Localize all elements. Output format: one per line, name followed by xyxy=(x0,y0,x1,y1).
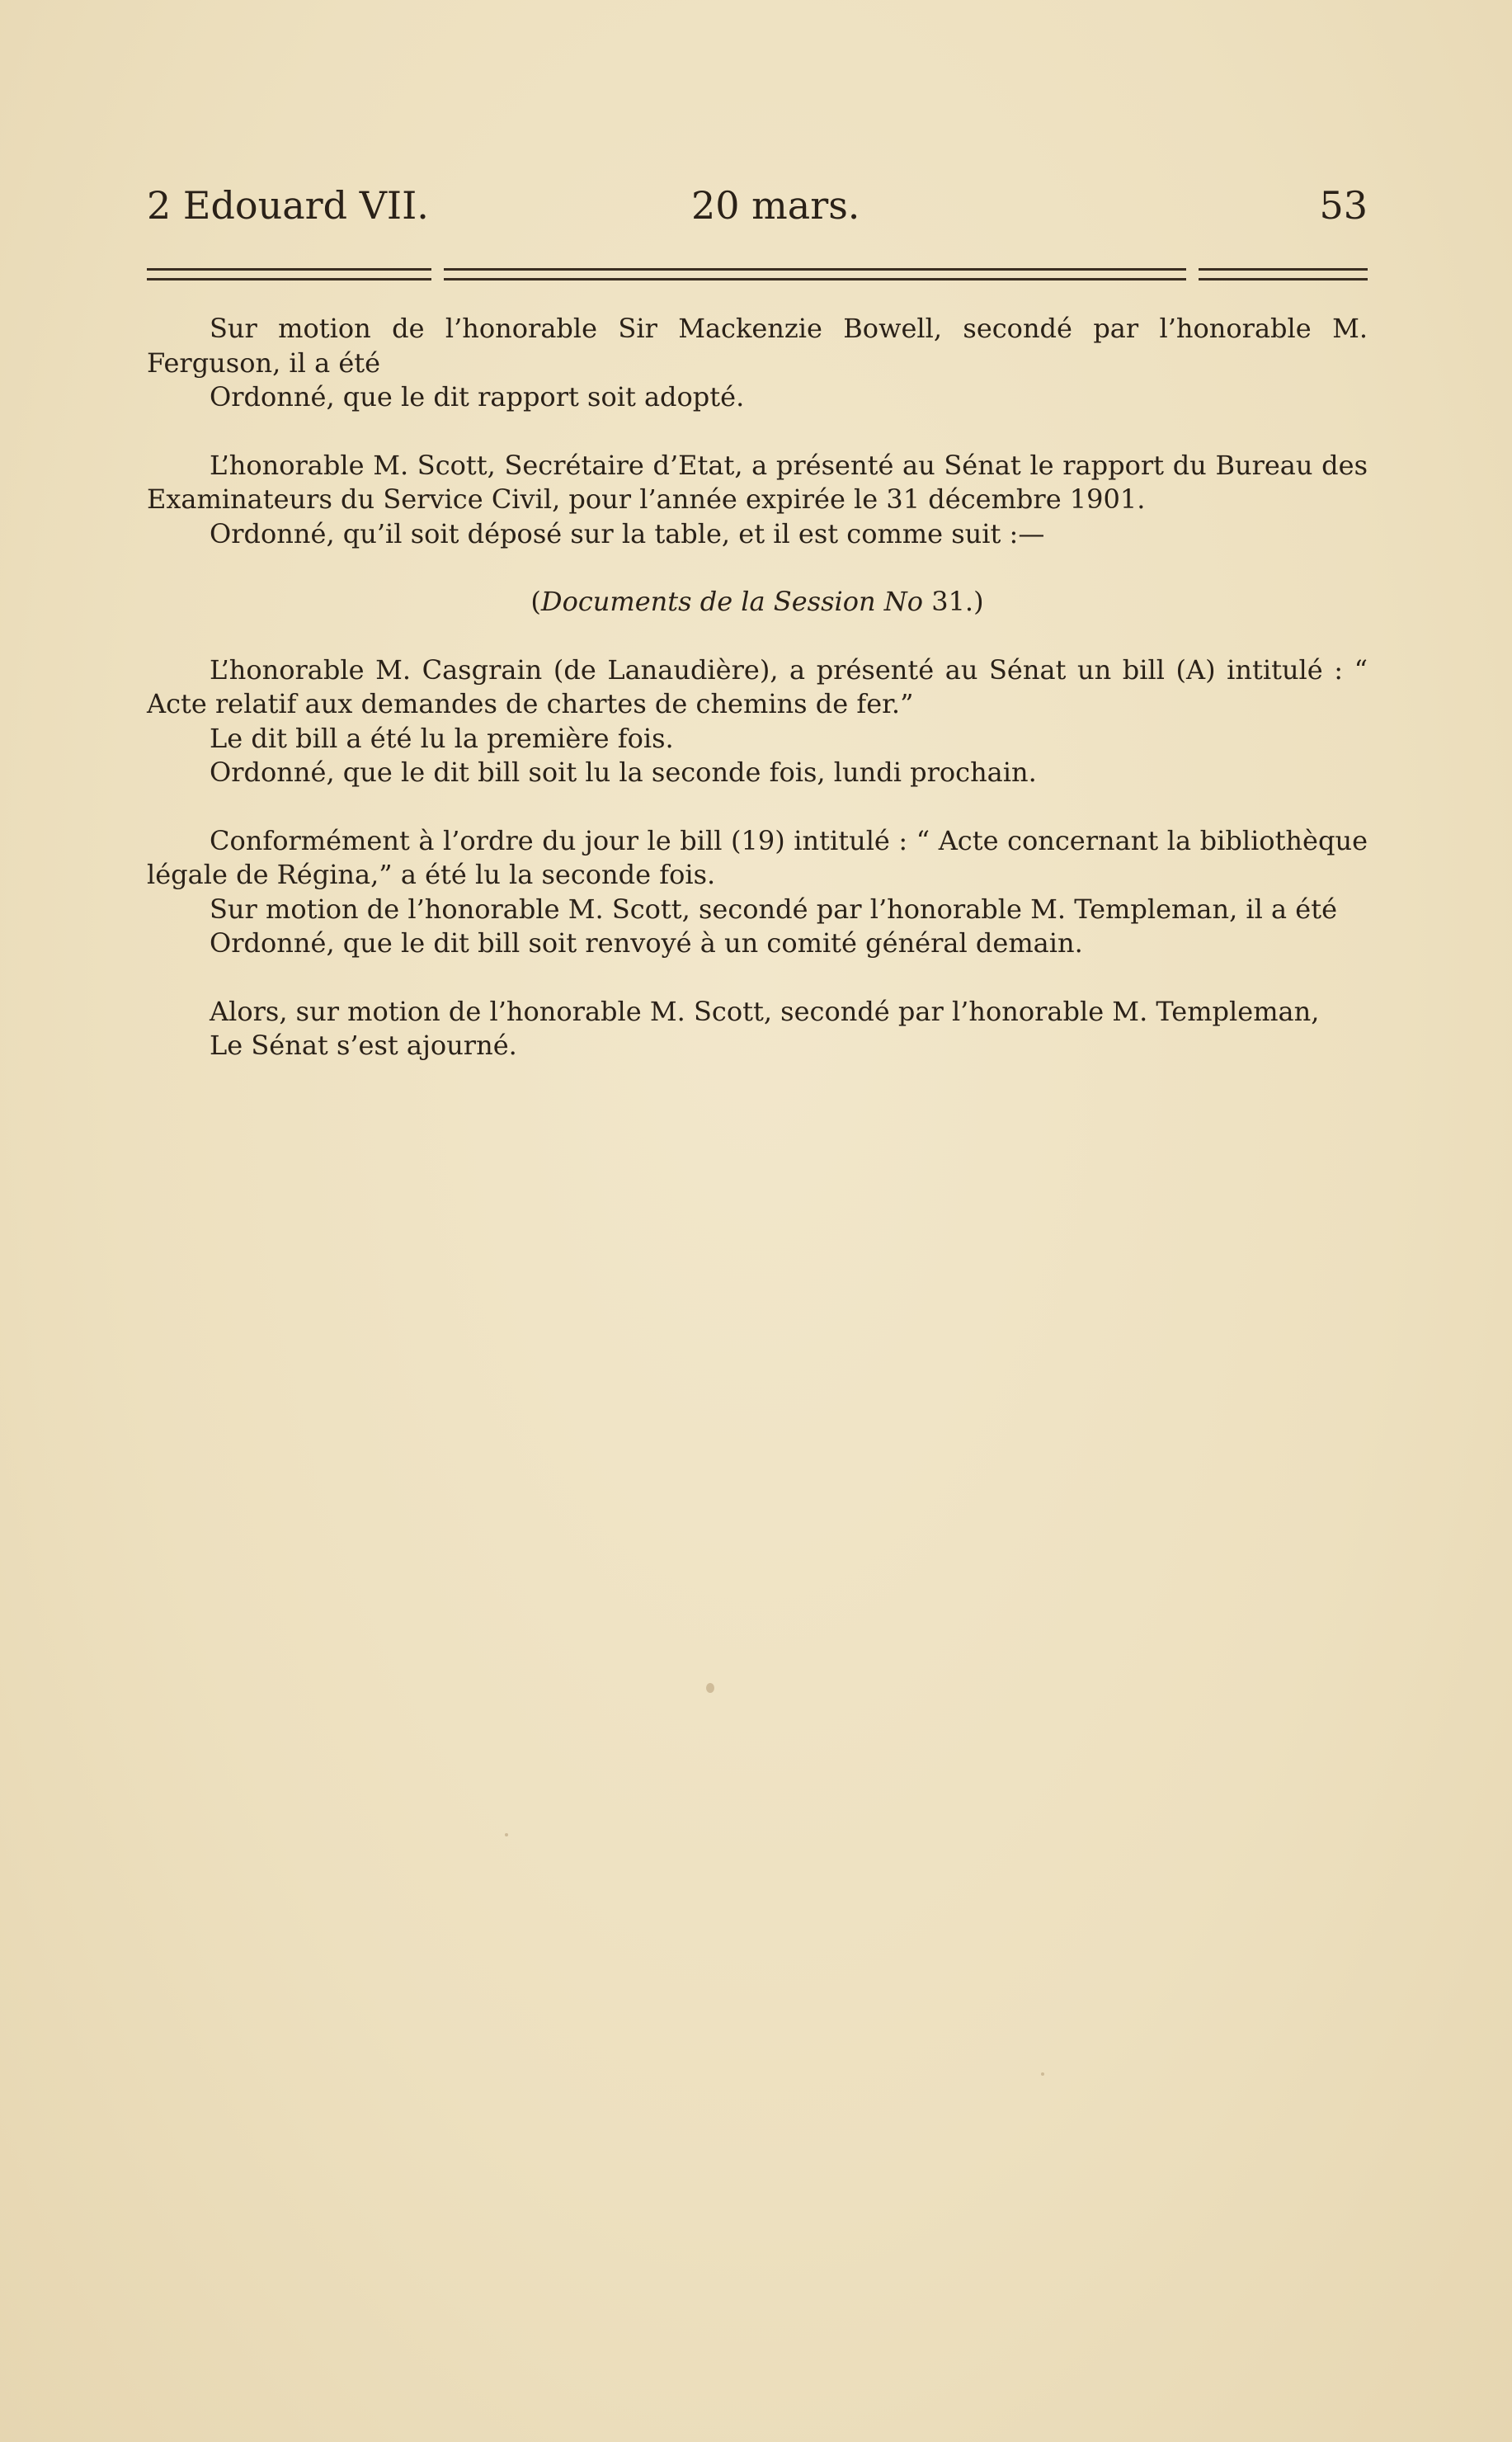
proceedings-body xyxy=(147,312,1368,1063)
paragraph-scott-report: L’honorable M. Scott, Secrétaire d’Etat, a présenté au Sénat le rapport du Bureau des Examinateurs du Service Civil, pour l’année expirée le 31 décembre 1901. xyxy=(147,449,1368,515)
paragraph-order-adopted: Ordonné, que le dit rapport soit adopté. xyxy=(210,381,745,412)
paragraph-bill-19: Conformément à l’ordre du jour le bill (19) intitulé : “ Acte concernant la bibliothèque légale de Régina,” a été lu la seconde fois. xyxy=(147,824,1368,890)
header-regnal-year: 2 Edouard VII. xyxy=(147,183,429,228)
documents-reference xyxy=(147,585,1368,620)
paragraph-casgrain-bill: L’honorable M. Casgrain (de Lanaudière), a présenté au Sénat un bill (A) intitulé : “ Acte relatif aux demandes de chartes de chemins de fer.” xyxy=(147,653,1368,719)
paragraph-motion-scott: Sur motion de l’honorable M. Scott, secondé par l’honorable M. Templeman, il a été xyxy=(210,893,1338,925)
paragraph-order-deposited: Ordonné, qu’il soit déposé sur la table, et il est comme suit :— xyxy=(210,517,1045,549)
paper-speck xyxy=(1041,2072,1044,2076)
rule-segment-right xyxy=(1199,268,1368,280)
paragraph-gap xyxy=(147,790,1368,824)
header-date: 20 mars. xyxy=(691,183,860,228)
rule-segment-left xyxy=(147,268,431,280)
paragraph-motion-bowell: Sur motion de l’honorable Sir Mackenzie Bowell, secondé par l’honorable M. Ferguson, il a été xyxy=(147,313,1368,379)
paper-speck xyxy=(706,1683,714,1693)
doc-ref-open: ( xyxy=(530,586,541,617)
paragraph-order-committee: Ordonné, que le dit bill soit renvoyé à un comité général demain. xyxy=(210,927,1083,959)
doc-ref-number: 31.) xyxy=(923,586,984,617)
paragraph-order-second-reading: Ordonné, que le dit bill soit lu la seconde fois, lundi prochain. xyxy=(210,757,1037,788)
header-double-rule xyxy=(147,268,1368,288)
paragraph-first-reading: Le dit bill a été lu la première fois. xyxy=(210,722,674,754)
paragraph-senate-adjourned: Le Sénat s’est ajourné. xyxy=(210,1030,517,1061)
paragraph-adjournment-motion: Alors, sur motion de l’honorable M. Scott, secondé par l’honorable M. Templeman, xyxy=(210,995,1320,1027)
running-header xyxy=(147,183,1368,233)
paragraph-gap xyxy=(147,551,1368,585)
page-number: 53 xyxy=(1319,183,1368,228)
doc-ref-title: Documents de la Session No xyxy=(540,586,924,617)
rule-segment-middle xyxy=(444,268,1186,280)
paragraph-gap xyxy=(147,620,1368,653)
paragraph-gap xyxy=(147,961,1368,995)
paragraph-gap xyxy=(147,415,1368,449)
paper-speck xyxy=(505,1833,508,1836)
